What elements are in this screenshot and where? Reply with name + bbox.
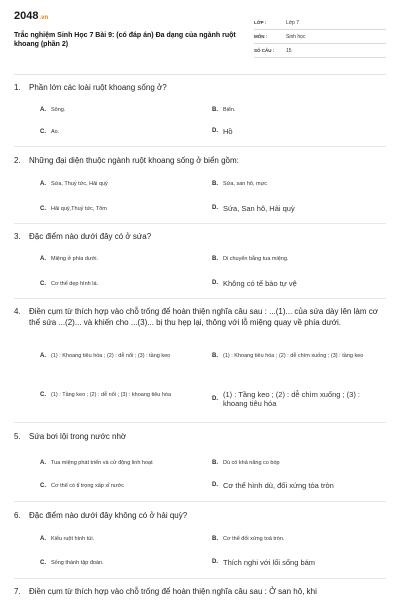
answer-option[interactable] xyxy=(212,255,382,263)
answer-text: Hồ xyxy=(223,127,233,136)
question-number: 2. xyxy=(14,156,21,165)
answer-text: (1) : Tầng keo ; (2) : dễ nổi ; (3) : khoang tiêu hóa xyxy=(51,392,172,398)
answer-text: Sông. xyxy=(51,107,66,113)
answer-text: Sống thành tập đoàn. xyxy=(51,560,104,566)
answer-option[interactable] xyxy=(40,128,200,136)
answer-text: Di chuyển bằng tua miệng. xyxy=(223,256,289,262)
answer-option[interactable] xyxy=(212,204,382,213)
answer-option[interactable] xyxy=(40,391,200,399)
answer-letter: B. xyxy=(212,536,218,542)
answer-text: Ao. xyxy=(51,129,60,135)
answer-text: Miệng ở phía dưới. xyxy=(51,256,98,262)
answer-letter: B. xyxy=(212,181,218,187)
meta-row-subject xyxy=(254,30,386,44)
question-text: Đặc điểm nào dưới đây có ở sứa? xyxy=(29,232,152,241)
answer-option[interactable] xyxy=(40,255,200,263)
answer-text: Cơ thể có tỉ trọng xấp xỉ nước xyxy=(51,483,124,489)
question-number: 7. xyxy=(14,587,21,596)
question-divider xyxy=(14,578,386,579)
question-text: Đặc điểm nào dưới đây không có ở hải quỳ? xyxy=(29,511,188,520)
answer-text: Cơ thể hình dù, đối xứng tỏa tròn xyxy=(223,481,334,490)
question-divider xyxy=(14,146,386,147)
answer-letter: B. xyxy=(212,353,218,359)
answer-text: (1) : Khoang tiêu hóa ; (2) : dễ chìm xuống ; (3) : tầng keo xyxy=(223,353,364,359)
answer-text: Kiểu ruột hình túi. xyxy=(51,536,95,542)
answer-option[interactable] xyxy=(40,535,200,543)
question-4 xyxy=(14,306,386,328)
question-text: Điền cụm từ thích hợp vào chỗ trống để hoàn thiện nghĩa câu sau : ...(1)... của sứa dày lên làm cơ thể sứa ...(2)... và khiến cho ...(3)... bị thu hẹp lại, thông với lỗ miệng quay về phía dưới. xyxy=(29,307,378,327)
meta-key: LỚP : xyxy=(254,20,267,25)
answer-letter: A. xyxy=(40,353,46,359)
answer-option[interactable] xyxy=(40,482,200,490)
answer-letter: D. xyxy=(212,128,218,134)
answer-option[interactable] xyxy=(40,280,200,288)
answer-letter: D. xyxy=(212,205,218,211)
answer-text: Biển. xyxy=(223,107,236,113)
answer-text: Sứa, san hô, mực xyxy=(223,181,268,187)
answer-text: Sứa, San hô, Hải quỳ xyxy=(223,204,295,213)
answer-option[interactable] xyxy=(40,559,200,567)
question-6 xyxy=(14,510,386,521)
answer-option[interactable] xyxy=(212,352,382,360)
answer-text: Dù có khả năng co bóp xyxy=(223,460,280,466)
answer-option[interactable] xyxy=(212,481,386,490)
meta-row-grade xyxy=(254,16,386,30)
question-text: Sứa bơi lội trong nước nhờ xyxy=(29,432,127,441)
meta-table xyxy=(254,16,386,58)
answer-letter: C. xyxy=(40,392,46,398)
answer-text: (1) : Tầng keo ; (2) : dễ chìm xuống ; (3) : khoang tiêu hóa xyxy=(223,390,361,408)
answer-text: Cơ thể đối xứng toả tròn. xyxy=(223,536,285,542)
meta-value: Lớp 7 xyxy=(286,19,300,26)
answer-letter: B. xyxy=(212,460,218,466)
meta-value: 15 xyxy=(286,47,292,54)
answer-option[interactable] xyxy=(212,535,382,543)
question-number: 3. xyxy=(14,232,21,241)
question-number: 5. xyxy=(14,432,21,441)
meta-row-count xyxy=(254,44,386,58)
answer-letter: B. xyxy=(212,107,218,113)
question-text: Phần lớn các loài ruột khoang sống ở? xyxy=(29,83,167,92)
answer-letter: C. xyxy=(40,560,46,566)
answer-text: Tua miệng phát triển và cử động linh hoạt xyxy=(51,460,153,466)
question-7 xyxy=(14,586,386,600)
answer-letter: D. xyxy=(212,559,218,565)
answer-letter: C. xyxy=(40,483,46,489)
answer-letter: B. xyxy=(212,256,218,262)
question-divider xyxy=(14,501,386,502)
answer-letter: D. xyxy=(212,482,218,488)
question-divider xyxy=(14,223,386,224)
question-divider xyxy=(14,298,386,299)
question-5 xyxy=(14,431,386,442)
answer-option[interactable] xyxy=(212,106,382,114)
meta-value: Sinh học xyxy=(286,33,306,40)
answer-text: Không có tế bào tự vệ xyxy=(223,279,297,288)
logo-main: 2048 xyxy=(14,10,39,22)
question-number: 6. xyxy=(14,511,21,520)
answer-option[interactable] xyxy=(212,127,382,136)
question-text: Điền cụm từ thích hợp vào chỗ trống để hoàn thiện nghĩa câu sau : Ở san hô, khi xyxy=(29,587,317,596)
answer-option[interactable] xyxy=(40,459,208,467)
question-number: 1. xyxy=(14,83,21,92)
question-text: Những đại diện thuộc ngành ruột khoang sống ở biển gồm: xyxy=(29,156,239,165)
answer-letter: A. xyxy=(40,256,46,262)
answer-letter: A. xyxy=(40,536,46,542)
answer-letter: A. xyxy=(40,181,46,187)
logo-suffix: .vn xyxy=(39,15,49,21)
answer-text: (1) : Khoang tiêu hóa ; (2) : dễ nổi ; (3) : tầng keo xyxy=(51,353,171,359)
answer-option[interactable] xyxy=(40,352,200,360)
answer-letter: D. xyxy=(212,280,218,286)
answer-letter: C. xyxy=(40,281,46,287)
answer-option[interactable] xyxy=(212,279,382,288)
answer-text: Sứa, Thuỷ tức, Hải quỳ xyxy=(51,181,108,187)
answer-text: Cơ thể dẹp hình lá. xyxy=(51,281,99,287)
answer-letter: A. xyxy=(40,107,46,113)
meta-key: MÔN : xyxy=(254,34,268,39)
answer-option[interactable] xyxy=(212,180,382,188)
document-header xyxy=(14,10,386,70)
question-3 xyxy=(14,231,386,242)
question-number: 4. xyxy=(14,307,21,316)
answer-option[interactable] xyxy=(212,558,382,567)
answer-letter: D. xyxy=(212,395,218,402)
answer-option[interactable] xyxy=(212,459,382,467)
answer-option[interactable] xyxy=(212,390,382,408)
answer-option[interactable] xyxy=(40,106,200,114)
page-title: Trắc nghiệm Sinh Học 7 Bài 9: (có đáp án) Đa dạng của ngành ruột khoang (phần 2) xyxy=(14,32,236,48)
answer-option[interactable] xyxy=(40,180,200,188)
answer-letter: C. xyxy=(40,129,46,135)
header-divider xyxy=(14,74,386,75)
question-2 xyxy=(14,155,386,166)
question-divider xyxy=(14,422,386,423)
answer-option[interactable] xyxy=(40,205,200,213)
question-1 xyxy=(14,82,386,93)
answer-letter: A. xyxy=(40,460,46,466)
answer-text: Hải quỳ,Thuỷ tức, Tôm xyxy=(51,206,107,212)
meta-key: SỐ CÂU : xyxy=(254,48,275,53)
answer-text: Thích nghi với lối sống bám xyxy=(223,558,316,567)
answer-letter: C. xyxy=(40,206,46,212)
